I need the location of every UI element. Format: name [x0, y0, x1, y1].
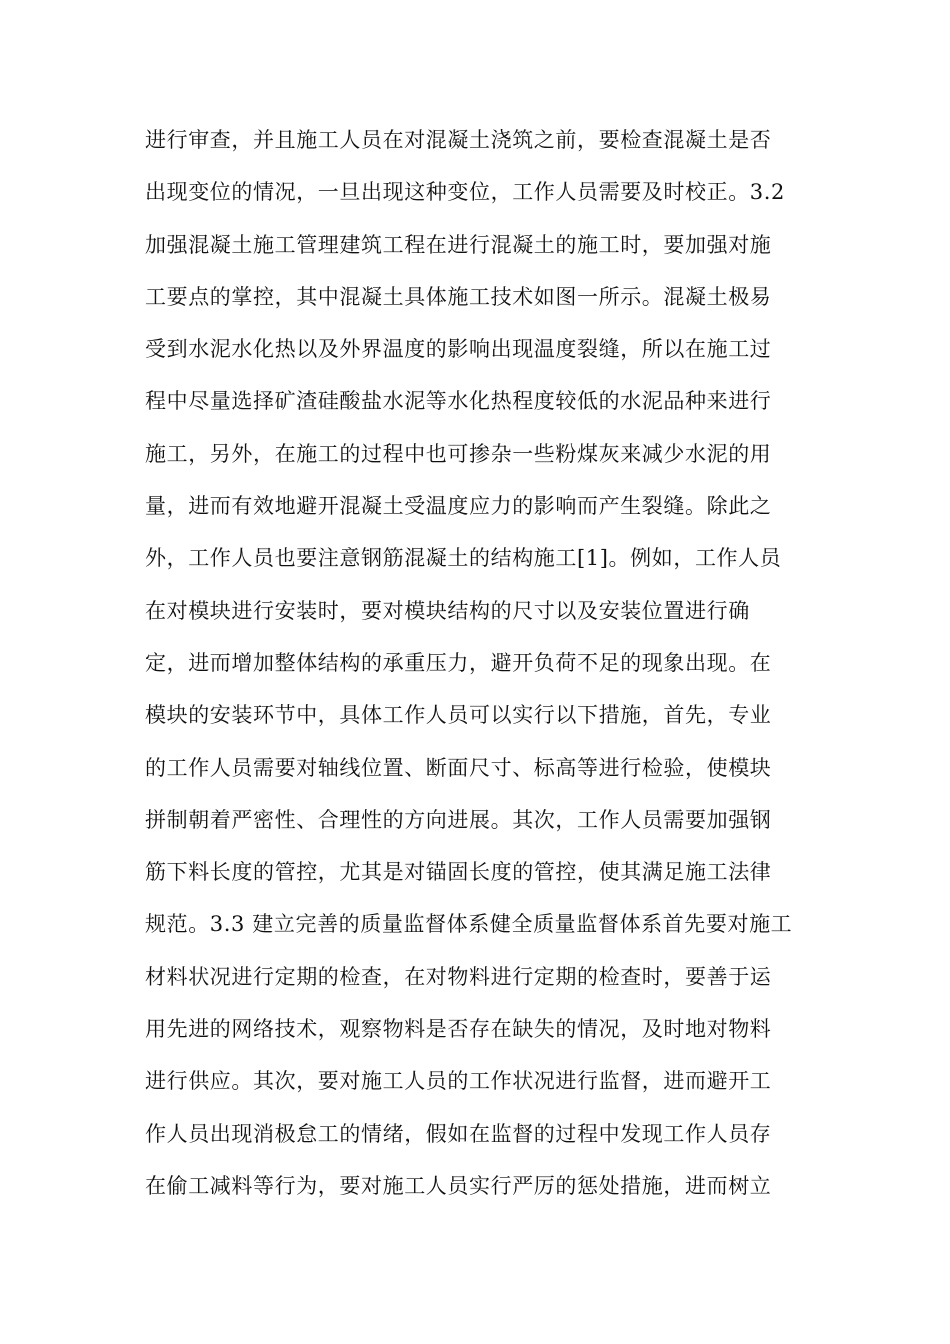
text-line-13: 的工作人员需要对轴线位置、断面尺寸、标高等进行检验，使模块	[145, 755, 772, 780]
text-line-11: 定，进而增加整体结构的承重压力，避开负荷不足的现象出现。在	[145, 650, 772, 675]
text-line-20: 作人员出现消极怠工的情绪，假如在监督的过程中发现工作人员存	[145, 1121, 772, 1146]
text-line-14: 拼制朝着严密性、合理性的方向进展。其次，工作人员需要加强钢	[145, 807, 772, 832]
text-line-15: 筋下料长度的管控，尤其是对锚固长度的管控，使其满足施工法律	[145, 860, 772, 885]
text-line-6: 程中尽量选择矿渣硅酸盐水泥等水化热程度较低的水泥品种来进行	[145, 389, 772, 414]
text-line-17: 材料状况进行定期的检查，在对物料进行定期的检查时，要善于运	[145, 964, 772, 989]
body-text	[145, 114, 825, 1212]
text-line-8: 量，进而有效地避开混凝土受温度应力的影响而产生裂缝。除此之	[145, 494, 772, 519]
text-line-3: 加强混凝土施工管理建筑工程在进行混凝土的施工时，要加强对施	[145, 232, 772, 257]
text-line-4: 工要点的掌控，其中混凝土具体施工技术如图一所示。混凝土极易	[145, 284, 772, 309]
text-line-7: 施工，另外，在施工的过程中也可掺杂一些粉煤灰来减少水泥的用	[145, 441, 772, 466]
text-line-12: 模块的安装环节中，具体工作人员可以实行以下措施，首先，专业	[145, 703, 772, 728]
text-line-10: 在对模块进行安装时，要对模块结构的尺寸以及安装位置进行确	[145, 598, 750, 623]
text-line-1: 进行审查，并且施工人员在对混凝土浇筑之前，要检查混凝土是否	[145, 128, 772, 152]
text-line-16: 规范。3.3 建立完善的质量监督体系健全质量监督体系首先要对施工	[145, 912, 793, 937]
text-line-18: 用先进的网络技术，观察物料是否存在缺失的情况，及时地对物料	[145, 1017, 772, 1042]
text-line-5: 受到水泥水化热以及外界温度的影响出现温度裂缝，所以在施工过	[145, 337, 772, 362]
text-line-21: 在偷工减料等行为，要对施工人员实行严厉的惩处措施，进而树立	[145, 1173, 772, 1198]
text-line-9: 外，工作人员也要注意钢筋混凝土的结构施工[1]。例如，工作人员	[145, 546, 782, 571]
text-line-19: 进行供应。其次，要对施工人员的工作状况进行监督，进而避开工	[145, 1069, 772, 1094]
text-line-2: 出现变位的情况，一旦出现这种变位，工作人员需要及时校正。3.2	[145, 180, 785, 205]
